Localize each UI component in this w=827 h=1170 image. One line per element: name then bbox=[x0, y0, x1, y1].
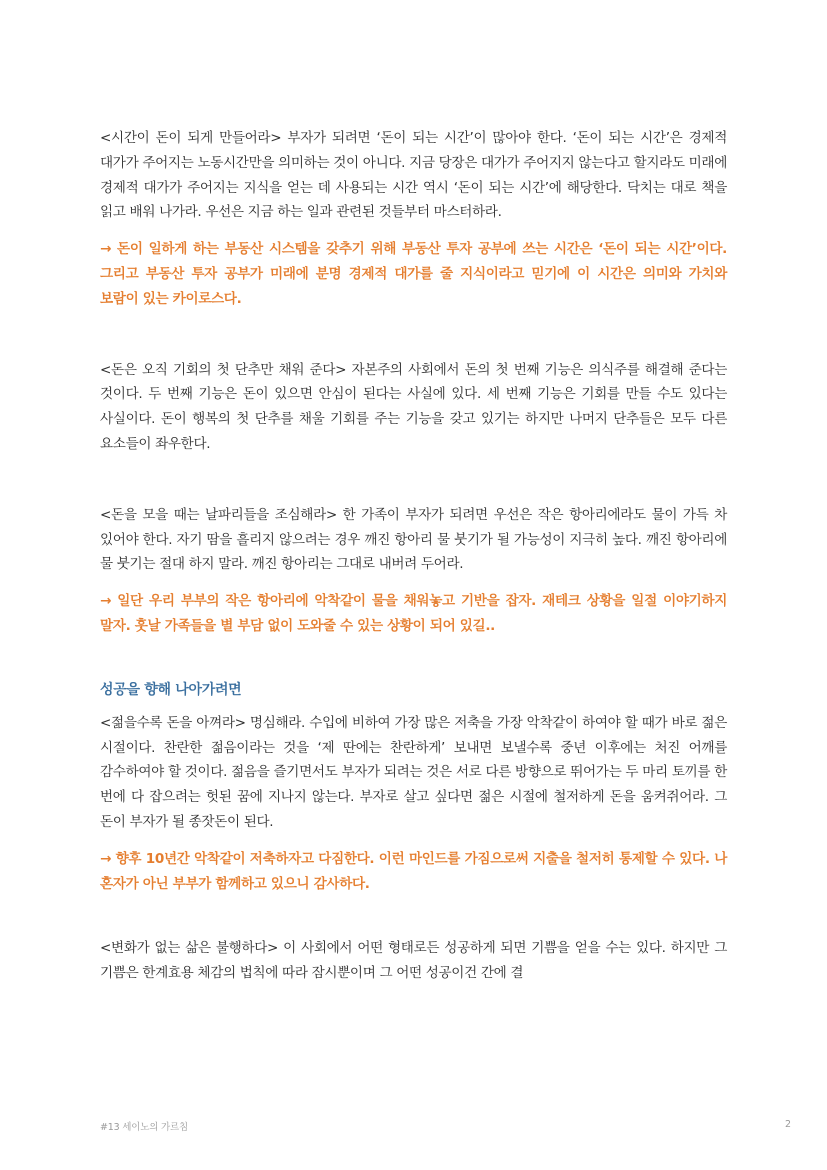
paragraph-save-young: <젊을수록 돈을 아껴라> 명심해라. 수입에 비하여 가장 많은 저축을 가장 악착같이 하여야 할 때가 바로 젊은 시절이다. 찬란한 젊음이라는 것을 ‘제 딴에는 찬란하게’ 보내면 보낼수록 중년 이후에는 처진 어깨를 감수하여야 할 것이다. 젊음을 즐기면서도 부자가 되려는 것은 서로 다른 방향으로 뛰어가는 두 마리 토끼를 한 번에 다 잡으려는 헛된 꿈에 지나지 않는다. 부자로 살고 싶다면 젊은 시절에 철저하게 돈을 움켜쥐어라. 그 돈이 부자가 될 종잣돈이 된다. bbox=[100, 714, 727, 830]
spacer bbox=[100, 639, 727, 679]
paragraph-change: <변화가 없는 삶은 불행하다> 이 사회에서 어떤 형태로든 성공하게 되면 기쁨을 얻을 수는 있다. 하지만 그 기쁨은 한계효용 체감의 법칙에 따라 잠시뿐이며 그 어떤 성공이건 간에 결 bbox=[100, 940, 727, 982]
footer-book-title: #13 세이노의 가르침 bbox=[100, 1122, 188, 1133]
spacer bbox=[100, 457, 727, 503]
spacer bbox=[100, 896, 727, 936]
paragraph-time-money: <시간이 돈이 되게 만들어라> 부자가 되려면 ‘돈이 되는 시간’이 많아야 한다. ‘돈이 되는 시간’은 경제적 대가가 주어지는 노동시간만을 의미하는 것이 아니다. 지금 당장은 대가가 주어지지 않는다고 할지라도 미래에 경제적 대가가 주어지는 지식을 얻는 데 사용되는 시간 역시 ‘돈이 되는 시간’에 해당한다. 닥치는 대로 책을 읽고 배워 나가라. 우선은 지금 하는 일과 관련된 것들부터 마스터하라. bbox=[100, 130, 727, 221]
note-time-money: → 돈이 일하게 하는 부동산 시스템을 갖추기 위해 부동산 투자 공부에 쓰는 시간은 ‘돈이 되는 시간’이다. 그리고 부동산 투자 공부가 미래에 분명 경제적 대가를 줄 지식이라고 믿기에 이 시간은 의미와 가치와 보람이 있는 카이로스다. bbox=[100, 241, 727, 307]
spacer bbox=[100, 312, 727, 358]
note-save-young: → 향후 10년간 악착같이 저축하자고 다짐한다. 이런 마인드를 가짐으로써 지출을 철저히 통제할 수 있다. 나 혼자가 아닌 부부가 함께하고 있으니 감사하다. bbox=[100, 850, 727, 892]
note-flies: → 일단 우리 부부의 작은 항아리에 악착같이 물을 채워놓고 기반을 잡자. 재테크 상황을 일절 이야기하지 말자. 훗날 가족들을 별 부담 없이 도와줄 수 있는 상황이 되어 있길.. bbox=[100, 593, 727, 634]
page-number: 2 bbox=[784, 1119, 791, 1130]
document-body bbox=[100, 126, 727, 986]
section-heading-success: 성공을 향해 나아가려면 bbox=[100, 681, 242, 698]
paragraph-flies: <돈을 모을 때는 날파리들을 조심해라> 한 가족이 부자가 되려면 우선은 작은 항아리에라도 물이 가득 차 있어야 한다. 자기 땀을 흘리지 않으려는 경우 깨진 항아리 물 붓기가 될 가능성이 지극히 높다. 깨진 항아리에 물 붓기는 절대 하지 말라. 깨진 항아리는 그대로 내버려 두어라. bbox=[100, 506, 727, 573]
paragraph-first-button: <돈은 오직 기회의 첫 단추만 채워 준다> 자본주의 사회에서 돈의 첫 번째 기능은 의식주를 해결해 준다는 것이다. 두 번째 기능은 돈이 있으면 안심이 된다는 사실에 있다. 세 번째 기능은 기회를 만들 수도 있다는 사실이다. 돈이 행복의 첫 단추를 채울 기회를 주는 기능을 갖고 있기는 하지만 나머지 단추들은 모두 다른 요소들이 좌우한다. bbox=[100, 361, 728, 452]
